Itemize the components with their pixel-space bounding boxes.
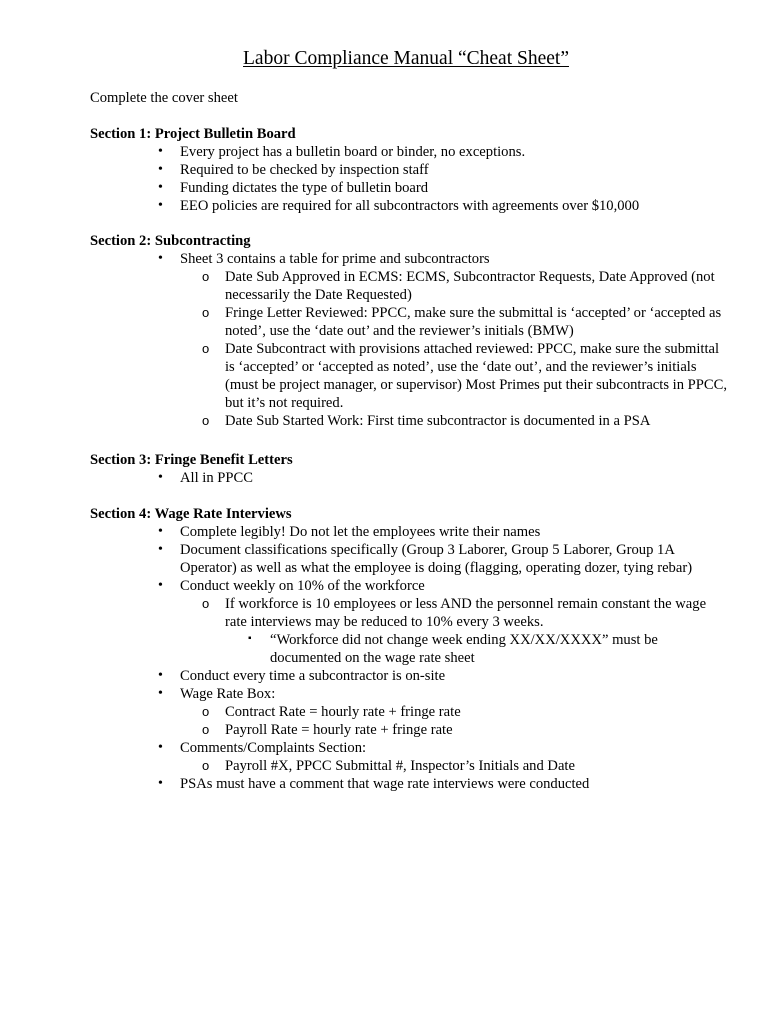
list-item-text: All in PPCC xyxy=(180,470,253,486)
bullet-circle-icon: o xyxy=(202,758,210,773)
list-item xyxy=(90,179,730,197)
bullet-list xyxy=(90,250,730,430)
bullet-circle-icon: o xyxy=(202,704,210,719)
bullet-list xyxy=(90,523,730,793)
section-heading: Section 4: Wage Rate Interviews xyxy=(90,506,292,522)
list-item-text: Conduct weekly on 10% of the workforce xyxy=(180,578,425,594)
bullet-dot-icon: • xyxy=(158,686,163,701)
sub-list-item-text: Date Sub Started Work: First time subcontractor is documented in a PSA xyxy=(225,413,651,429)
section-heading: Section 1: Project Bulletin Board xyxy=(90,126,296,142)
bullet-list xyxy=(90,143,730,215)
list-item-text: Wage Rate Box: xyxy=(180,686,276,702)
sub-bullet-list xyxy=(180,703,730,739)
list-item-text: Required to be checked by inspection staff xyxy=(180,162,429,178)
bullet-circle-icon: o xyxy=(202,413,210,428)
sub-list-item xyxy=(180,757,730,775)
sub-list-item xyxy=(180,268,730,304)
sub-list-item-text: Payroll Rate = hourly rate + fringe rate xyxy=(225,722,453,738)
list-item xyxy=(90,161,730,179)
sub-bullet-list xyxy=(180,595,730,667)
bullet-dot-icon: • xyxy=(158,198,163,213)
list-item-text: Sheet 3 contains a table for prime and subcontractors xyxy=(180,251,490,267)
bullet-dot-icon: • xyxy=(158,578,163,593)
list-item xyxy=(90,469,730,487)
sub-list-item xyxy=(180,595,730,667)
sub-list-item xyxy=(180,721,730,739)
sub-list-item xyxy=(180,703,730,721)
list-item-text: PSAs must have a comment that wage rate interviews were conducted xyxy=(180,776,590,792)
section-project-bulletin-board xyxy=(90,125,730,215)
list-item xyxy=(90,143,730,161)
sub-list-item-text: Date Sub Approved in ECMS: ECMS, Subcontractor Requests, Date Approved (not necessarily the Date Requested) xyxy=(225,269,715,303)
intro-line: Complete the cover sheet xyxy=(90,90,238,106)
sub-list-item-text: Fringe Letter Reviewed: PPCC, make sure the submittal is ‘accepted’ or ‘accepted as noted’, use the ‘date out’ and the reviewer’s initials (BMW) xyxy=(225,305,722,339)
list-item xyxy=(90,685,730,739)
list-item-text: Conduct every time a subcontractor is on-site xyxy=(180,668,446,684)
sub-list-item xyxy=(180,412,730,430)
sub-list-item-text: Date Subcontract with provisions attached reviewed: PPCC, make sure the submittal is ‘accepted’ or ‘accepted as noted’, use the ‘date out’, and the reviewer’s initials (must be project manager, or supervisor) Most Primes put their subcontracts in PPCC, but it’s not required. xyxy=(225,341,728,411)
bullet-square-icon: ▪ xyxy=(248,633,252,644)
bullet-dot-icon: • xyxy=(158,776,163,791)
list-item-text: Comments/Complaints Section: xyxy=(180,740,367,756)
document-title: Labor Compliance Manual “Cheat Sheet” xyxy=(243,48,569,69)
bullet-circle-icon: o xyxy=(202,596,210,611)
list-item xyxy=(90,667,730,685)
sub-list-item-text: Contract Rate = hourly rate + fringe rate xyxy=(225,704,461,720)
bullet-dot-icon: • xyxy=(158,251,163,266)
list-item xyxy=(90,541,730,577)
section-subcontracting xyxy=(90,232,730,430)
list-item xyxy=(90,197,730,215)
list-item xyxy=(90,739,730,775)
section-fringe-benefit-letters xyxy=(90,451,730,487)
list-item xyxy=(90,250,730,430)
bullet-dot-icon: • xyxy=(158,542,163,557)
list-item-text: Funding dictates the type of bulletin board xyxy=(180,180,429,196)
sub-list-item-text: Payroll #X, PPCC Submittal #, Inspector’s Initials and Date xyxy=(225,758,575,774)
list-item xyxy=(90,775,730,793)
sub-list-item-text: If workforce is 10 employees or less AND the personnel remain constant the wage rate interviews may be reduced to 10% every 3 weeks. xyxy=(225,596,707,630)
sub-list-item xyxy=(180,304,730,340)
bullet-dot-icon: • xyxy=(158,180,163,195)
section-heading: Section 2: Subcontracting xyxy=(90,233,251,249)
bullet-dot-icon: • xyxy=(158,524,163,539)
list-item-text: Document classifications specifically (Group 3 Laborer, Group 5 Laborer, Group 1A Operator) as well as what the employee is doing (flagging, operating dozer, tying rebar) xyxy=(180,542,693,576)
sub-sub-list-item-text: “Workforce did not change week ending XX/XX/XXXX” must be documented on the wage rate sheet xyxy=(270,632,658,666)
bullet-list xyxy=(90,469,730,487)
section-wage-rate-interviews xyxy=(90,505,730,793)
list-item xyxy=(90,523,730,541)
bullet-circle-icon: o xyxy=(202,305,210,320)
sub-sub-bullet-list xyxy=(225,631,730,667)
list-item xyxy=(90,577,730,667)
sub-bullet-list xyxy=(180,268,730,430)
list-item-text: EEO policies are required for all subcontractors with agreements over $10,000 xyxy=(180,198,640,214)
sub-sub-list-item xyxy=(225,631,730,667)
bullet-circle-icon: o xyxy=(202,269,210,284)
list-item-text: Complete legibly! Do not let the employees write their names xyxy=(180,524,541,540)
bullet-dot-icon: • xyxy=(158,740,163,755)
bullet-dot-icon: • xyxy=(158,162,163,177)
bullet-dot-icon: • xyxy=(158,668,163,683)
bullet-circle-icon: o xyxy=(202,722,210,737)
bullet-circle-icon: o xyxy=(202,341,210,356)
list-item-text: Every project has a bulletin board or binder, no exceptions. xyxy=(180,144,526,160)
sub-bullet-list xyxy=(180,757,730,775)
section-heading: Section 3: Fringe Benefit Letters xyxy=(90,452,293,468)
bullet-dot-icon: • xyxy=(158,144,163,159)
bullet-dot-icon: • xyxy=(158,470,163,485)
sub-list-item xyxy=(180,340,730,412)
